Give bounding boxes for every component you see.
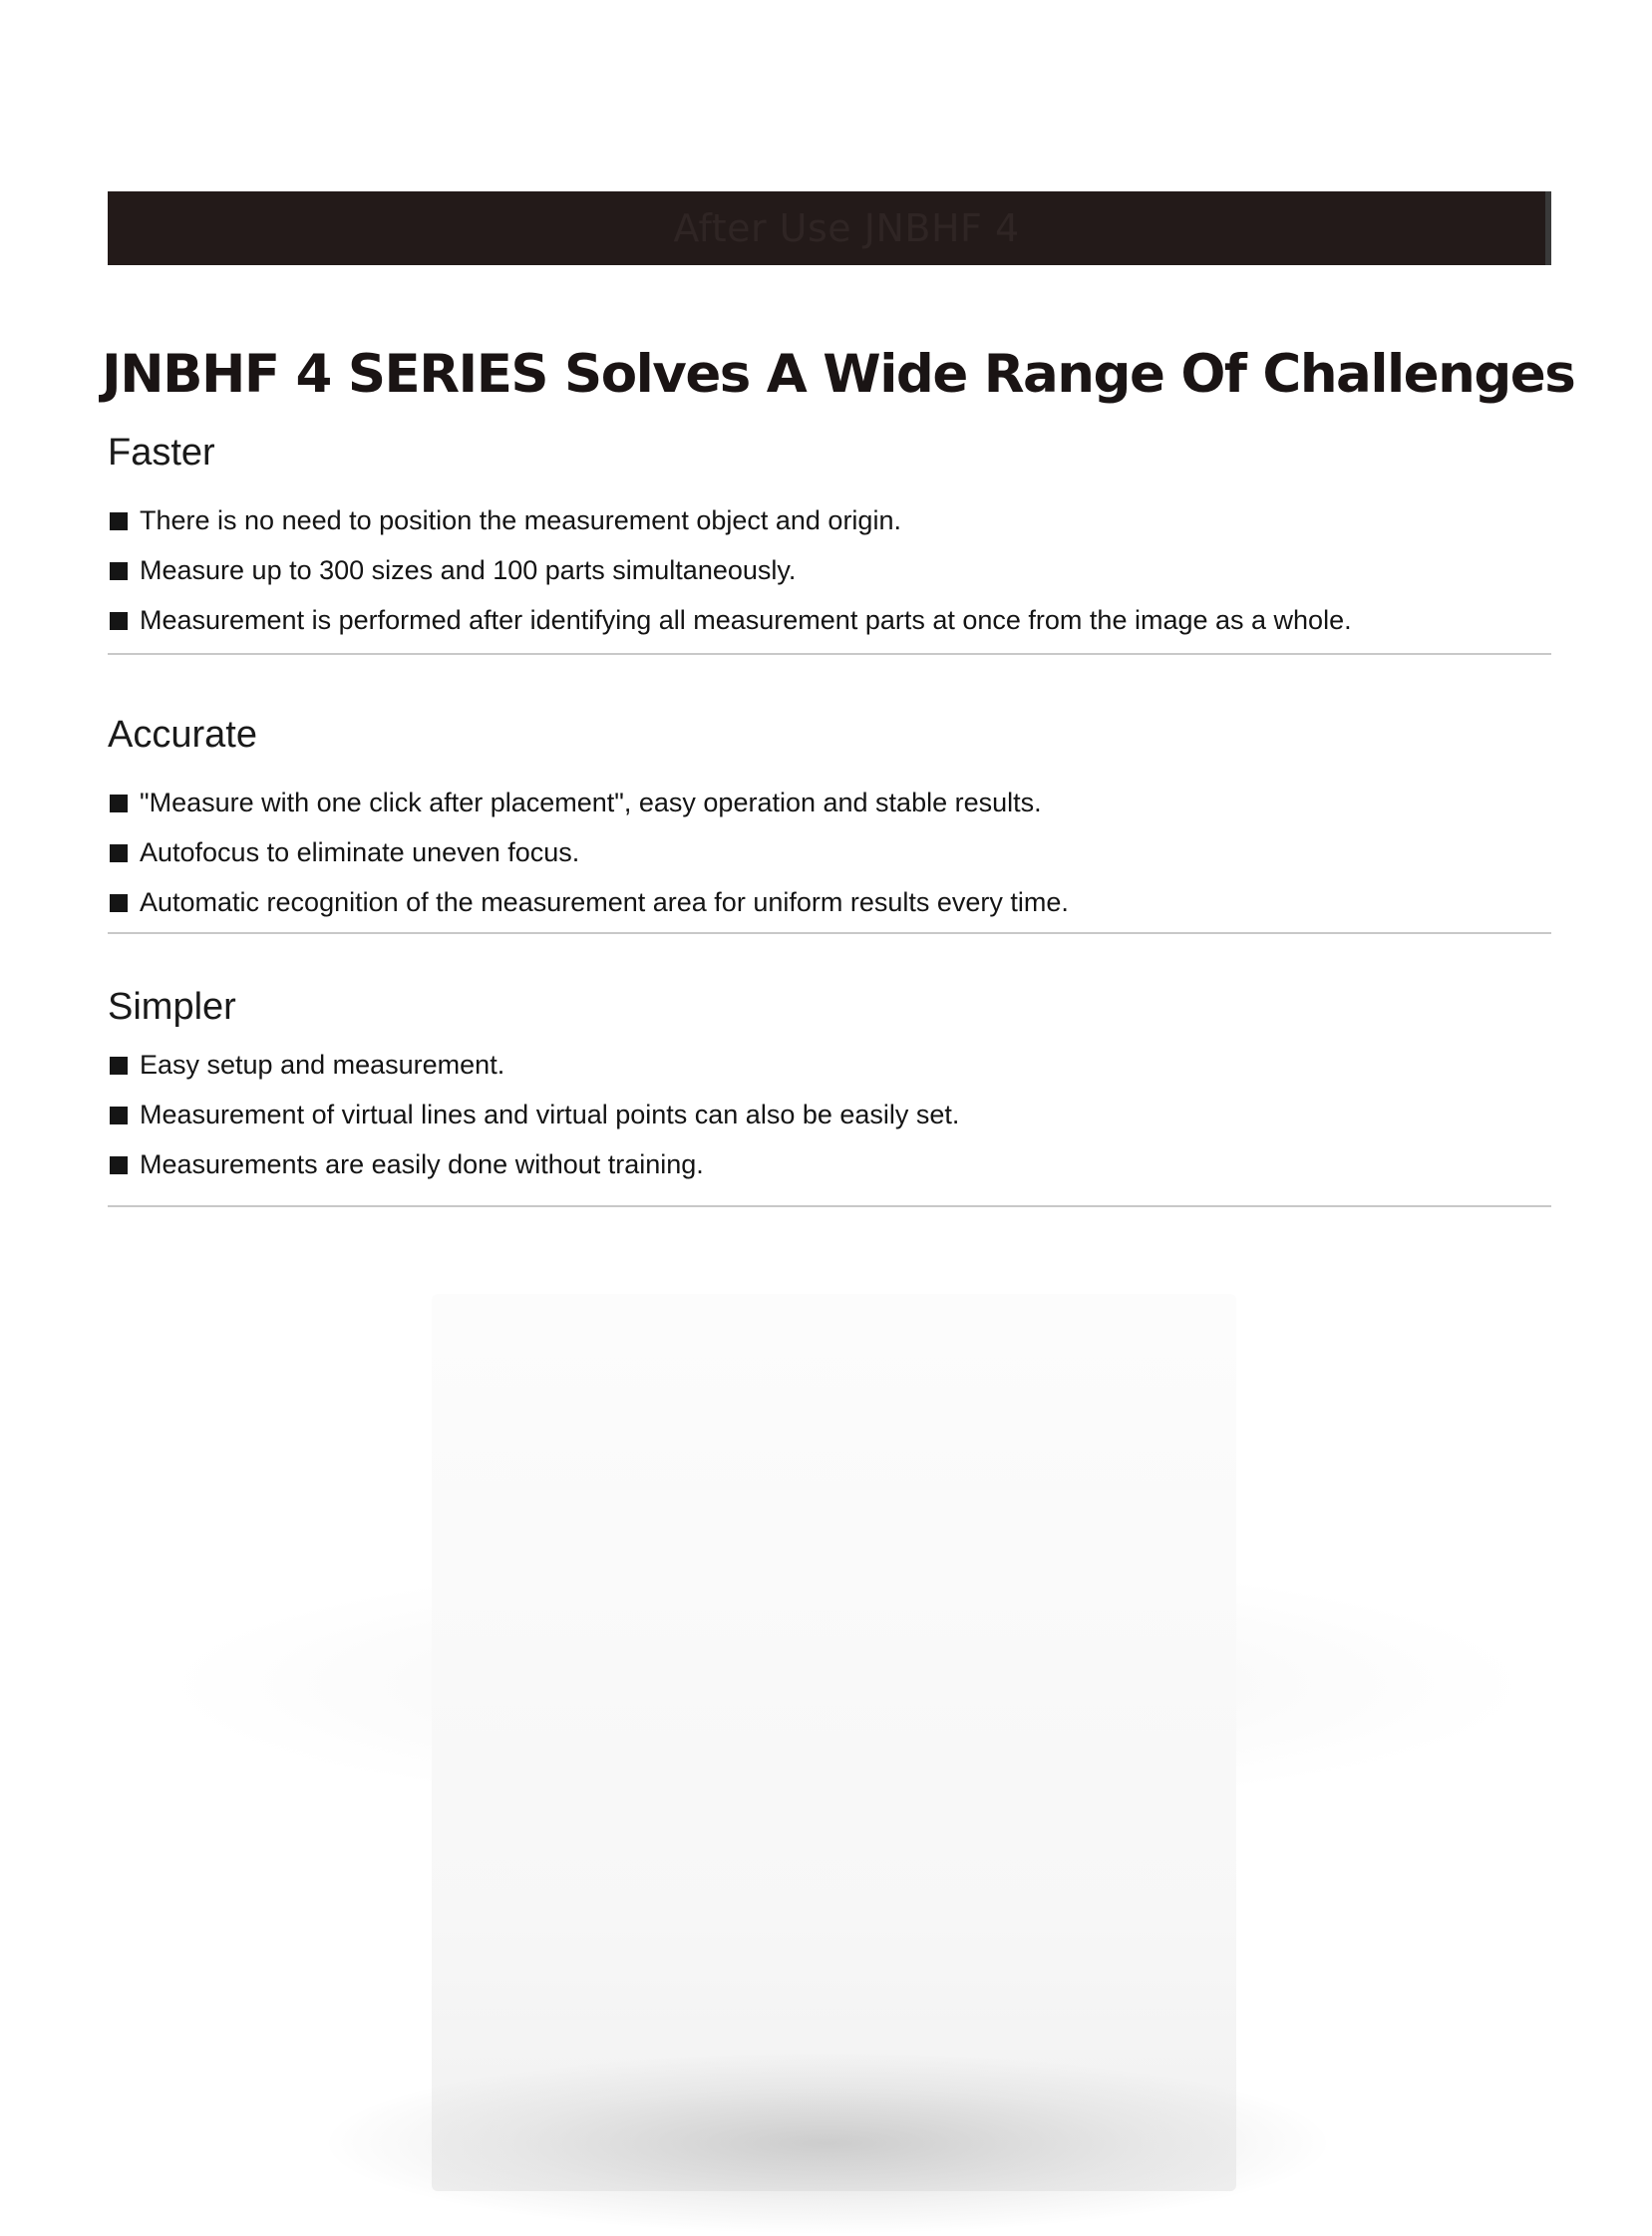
list-item [108,554,1551,604]
square-bullet-icon [110,1107,128,1124]
bullet-text: There is no need to position the measurement object and origin. [140,505,901,535]
section-title-faster: Faster [108,432,215,474]
list-item [108,604,1551,654]
square-bullet-icon [110,795,128,812]
bullet-text: "Measure with one click after placement", easy operation and stable results. [140,788,1042,817]
square-bullet-icon [110,1057,128,1075]
header-banner [108,191,1551,265]
section-divider [108,932,1551,934]
bullet-text: Autofocus to eliminate uneven focus. [140,837,580,867]
bullet-text: Measurement is performed after identifying all measurement parts at once from the image as a whole. [140,605,1352,635]
square-bullet-icon [110,894,128,912]
square-bullet-icon [110,844,128,862]
list-item [108,836,1551,886]
square-bullet-icon [110,612,128,630]
bullet-text: Easy setup and measurement. [140,1050,505,1080]
square-bullet-icon [110,1156,128,1174]
page-title: JNBHF 4 SERIES Solves A Wide Range Of Challenges [102,344,1575,405]
list-item [108,504,1551,554]
list-item [108,1148,1551,1198]
square-bullet-icon [110,562,128,580]
list-item [108,1099,1551,1148]
section-divider [108,1205,1551,1207]
list-item [108,1049,1551,1099]
bullet-text: Measure up to 300 sizes and 100 parts simultaneously. [140,555,797,585]
section-divider [108,653,1551,655]
bullet-text: Measurement of virtual lines and virtual points can also be easily set. [140,1100,960,1129]
banner-text: After Use JNBHF 4 [673,206,1020,250]
bullet-list-simpler [108,1049,1551,1198]
bullet-text: Measurements are easily done without training. [140,1149,704,1179]
square-bullet-icon [110,512,128,530]
bullet-list-accurate [108,787,1551,936]
section-accurate [108,713,1551,936]
bullet-list-faster [108,504,1551,654]
product-shadow [329,2054,1326,2233]
list-item [108,787,1551,836]
section-title-accurate: Accurate [108,714,257,756]
bullet-text: Automatic recognition of the measurement area for uniform results every time. [140,887,1069,917]
list-item [108,886,1551,936]
section-faster [108,431,1551,654]
section-simpler [108,985,1551,1198]
section-title-simpler: Simpler [108,986,236,1028]
